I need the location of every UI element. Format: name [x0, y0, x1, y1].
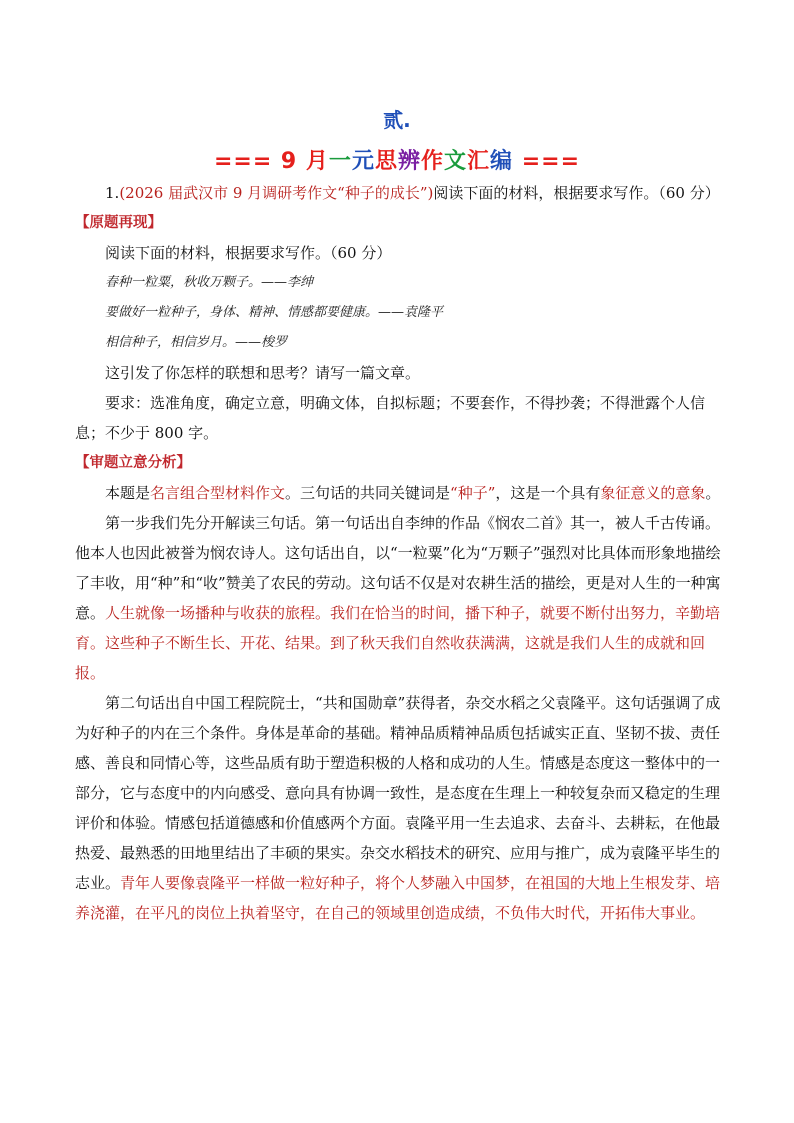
title-char: 辨	[397, 149, 421, 174]
text-run: 。	[705, 484, 721, 502]
original-requirements: 要求：选准角度，确定立意，明确文体，自拟标题；不要套作，不得抄袭；不得泄露个人信息；不少于 800 字。	[75, 394, 706, 442]
section-mark: 贰.	[383, 108, 411, 132]
title-open: === 9	[213, 149, 306, 174]
emphasis-run: 青年人要像袁隆平一样做一粒好种子，将个人梦融入中国梦，在祖国的大地上生根发芽、培养浇灌，在平凡的岗位上执着坚守，在自己的领域里创造成绩，不负伟大时代，开拓伟大事业。	[75, 874, 721, 922]
title-char: 月	[305, 149, 329, 174]
text-run: 第一步我们先分开解读三句话。第一句话出自李绅的作品《悯农二首》其一，被人千古传诵。他本人也因此被誉为悯农诗人。这句话出自，以“一粒粟”化为“万颗子”强烈对比具体而形象地描绘了丰收，用“种”和“收”赞美了农民的劳动。这句话不仅是对农耕生活的描绘，更是对人生的一种寓意。	[75, 514, 721, 622]
title-char: 文	[444, 149, 468, 174]
analysis-paragraph	[75, 688, 725, 928]
analysis-paragraph	[75, 478, 725, 508]
title-char: 编	[490, 149, 514, 174]
document-body	[75, 178, 725, 928]
analysis-heading: 【审题立意分析】	[75, 455, 191, 471]
text-run: ，这是一个具有	[495, 484, 601, 502]
title-char: 元	[351, 149, 375, 174]
page-title	[0, 144, 794, 175]
title-char: 汇	[467, 149, 491, 174]
emphasis-run: 名言组合型材料作文	[150, 484, 286, 502]
emphasis-run: “种子”	[450, 484, 496, 502]
text-run: 第二句话出自中国工程院院士，“共和国勋章”获得者，杂交水稻之父袁隆平。这句话强调了成为好种子的内在三个条件。身体是革命的基础。精神品质精神品质包括诚实正直、坚韧不拔、责任感、善良和同情心等，这些品质有助于塑造积极的人格和成功的人生。情感是态度这一整体中的一部分，它与态度中的内向感受、意向具有协调一致性，是态度在生理上一种较复杂而又稳定的生理评价和体验。情感包括道德感和价值感两个方面。袁隆平用一生去追求、去奋斗、去耕耘，在他最热爱、最熟悉的田地里结出了丰硕的果实。杂交水稻技术的研究、应用与推广，成为袁隆平毕生的志业。	[75, 694, 721, 892]
question-source: (2026 届武汉市 9 月调研考作文“种子的成长”)	[119, 184, 434, 202]
original-intro: 阅读下面的材料，根据要求写作。（60 分）	[105, 244, 392, 262]
quote-line: 相信种子，相信岁月。——梭罗	[105, 335, 288, 350]
title-char: 思	[374, 149, 398, 174]
question-instruction: 阅读下面的材料，根据要求写作。（60 分）	[433, 184, 720, 202]
quote-line: 要做好一粒种子，身体、精神、情感都要健康。——袁隆平	[105, 305, 444, 320]
original-heading: 【原题再现】	[75, 215, 162, 231]
title-char: 一	[328, 149, 352, 174]
question-number: 1.	[105, 184, 120, 202]
text-run: 本题是	[105, 484, 151, 502]
quote-line: 春种一粒粟，秋收万颗子。——李绅	[105, 275, 314, 290]
title-close: ===	[513, 149, 581, 174]
title-char: 作	[420, 149, 444, 174]
original-prompt: 这引发了你怎样的联想和思考？请写一篇文章。	[105, 364, 421, 382]
text-run: 。三句话的共同关键词是	[285, 484, 451, 502]
question-line	[75, 178, 725, 208]
analysis-paragraph	[75, 508, 725, 688]
emphasis-run: 象征意义的意象	[600, 484, 706, 502]
emphasis-run: 人生就像一场播种与收获的旅程。我们在恰当的时间，播下种子，就要不断付出努力，辛勤培育。这些种子不断生长、开花、结果。到了秋天我们自然收获满满，这就是我们人生的成就和回报。	[75, 604, 721, 682]
